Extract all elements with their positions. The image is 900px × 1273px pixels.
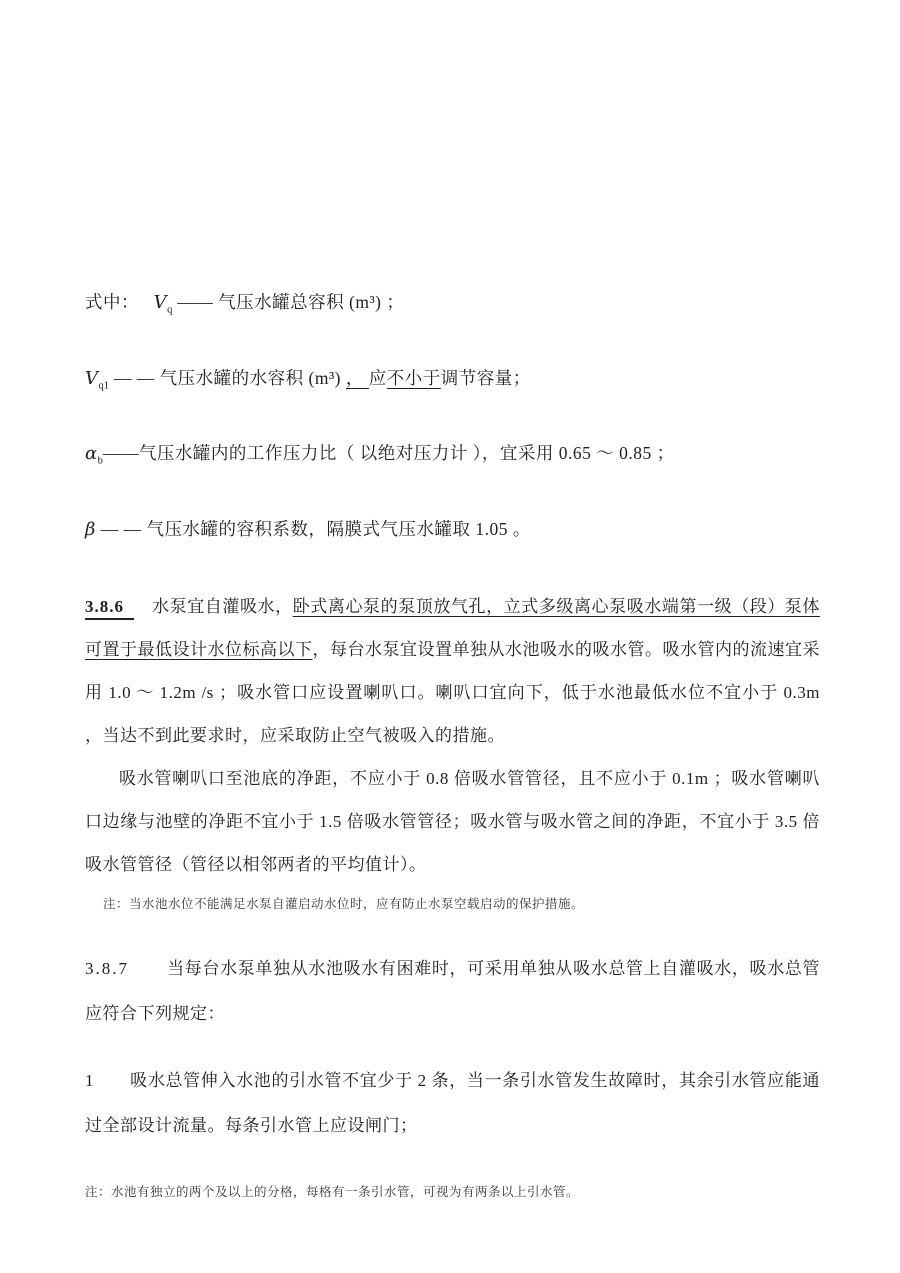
section-386-rest: ，每台水泵宜设置单独从水池吸水的吸水管。吸水管内的流速宜采用 1.0 ～ 1.2m /s ；吸水管口应设置喇叭口。喇叭口宜向下，低于水池最低水位不宜小于 0.3m ，当达不到此要求时，应采取防止空气被吸入的措施。 <box>85 639 825 745</box>
symbol-alpha: α <box>85 443 98 464</box>
section-387-body: 当每台水泵单独从水池吸水有困难时，可采用单独从吸水总管上自灌吸水，吸水总管应符合下列规定： <box>85 958 820 1023</box>
underlined-requirement: 不小于 <box>386 367 441 388</box>
definition-alpha-text: ——气压水罐内的工作压力比（ 以绝对压力计 ），宜采用 0.65 ～ 0.85 ； <box>102 443 675 463</box>
section-3-8-6 <box>85 585 825 914</box>
definition-vq1-mid: 应 <box>368 367 387 388</box>
section-386-inserted-text: 卧式离心泵的泵顶放气孔，立式多级离心泵吸水端第一级（段）泵体可置于最低设计水位标高以下 <box>85 596 821 659</box>
section-3-8-7-paragraph <box>85 946 820 1036</box>
item-1-text: 吸水总管伸入水池的引水管不宜少于 2 条，当一条引水管发生故障时，其余引水管应能通过全部设计流量。每条引水管上应设闸门； <box>85 1070 820 1135</box>
where-label: 式中： <box>85 292 154 312</box>
section-3-8-6-paragraph-1 <box>85 585 825 757</box>
definition-vq1 <box>85 366 820 399</box>
definition-vq1-text: — — 气压水罐的水容积 (m³) <box>109 367 346 388</box>
definition-vq-text: —— 气压水罐总容积 (m³) ； <box>172 292 405 312</box>
symbol-beta: β <box>85 518 96 540</box>
section-3-8-7 <box>85 946 820 1202</box>
definition-vq1-post: 调节容量； <box>440 367 531 388</box>
definition-vq <box>85 290 820 323</box>
underlined-comma: ， <box>345 367 369 388</box>
definition-beta <box>85 517 820 542</box>
section-number-387: 3.8.7 <box>85 958 129 978</box>
formula-definitions <box>85 290 820 542</box>
item-1-number: 1 <box>85 1070 94 1090</box>
section-387-item-1 <box>85 1058 820 1148</box>
subscript-b: b <box>97 455 103 467</box>
section-number-386: 3.8.6 <box>85 597 134 620</box>
section-386-lead: 水泵宜自灌吸水， <box>152 596 293 616</box>
symbol-vq: V <box>153 292 168 313</box>
subscript-q: q <box>167 304 173 316</box>
symbol-vq1: V <box>85 367 99 389</box>
section-3-8-6-paragraph-2: 吸水管喇叭口至池底的净距，不应小于 0.8 倍吸水管管径，且不应小于 0.1m ；吸水管喇叭口边缘与池壁的净距不宜小于 1.5 倍吸水管管径；吸水管与吸水管之间的净距，不宜小于 3.5 倍吸水管管径（管径以相邻两者的平均值计）。 <box>85 768 820 874</box>
definition-alpha <box>85 441 820 474</box>
section-386-note: 注：当水池水位不能满足水泵自灌启动水位时，应有防止水泵空载启动的保护措施。 <box>103 896 585 911</box>
definition-beta-text: — — 气压水罐的容积系数，隔膜式气压水罐取 1.05 。 <box>95 518 531 539</box>
section-387-note: 注：水池有独立的两个及以上的分格，每格有一条引水管，可视为有两条以上引水管。 <box>85 1184 580 1199</box>
subscript-q1: q1 <box>98 380 109 391</box>
